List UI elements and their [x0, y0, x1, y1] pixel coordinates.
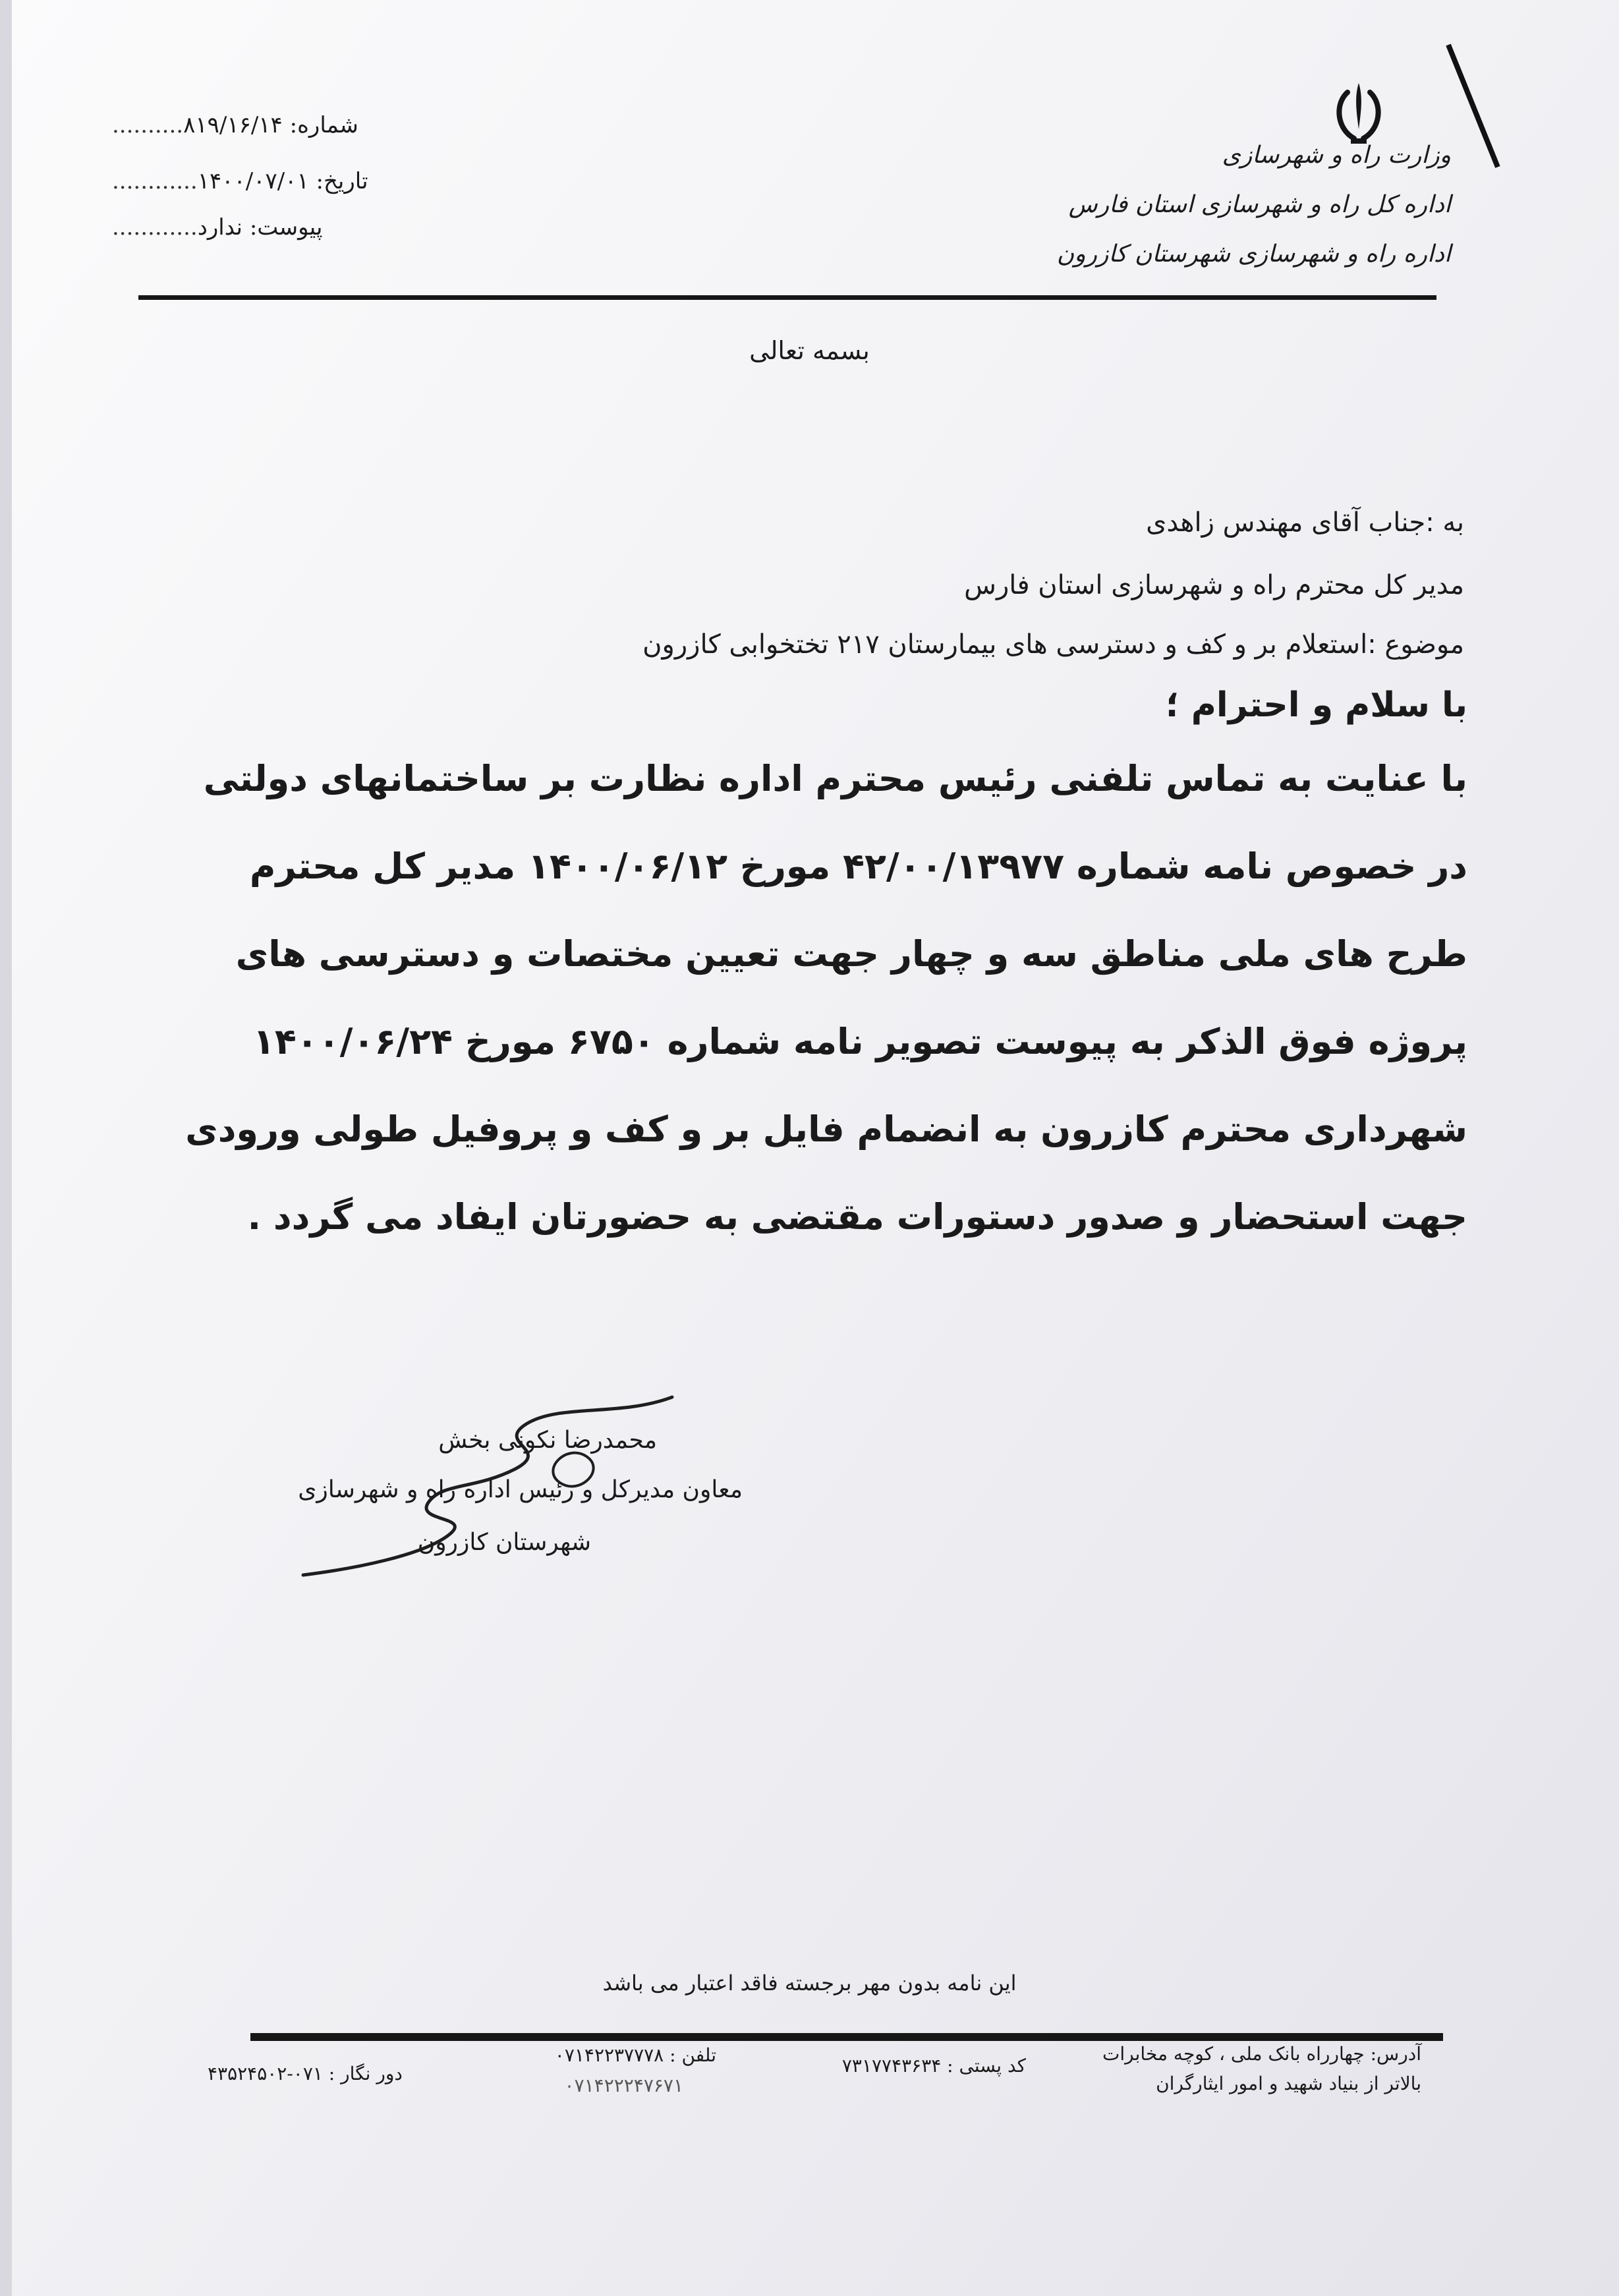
recipient-line: به :جناب آقای مهندس زاهدی [1146, 507, 1464, 538]
basmala: بسمه تعالی [749, 336, 870, 365]
body-line: با عنایت به تماس تلفنی رئیس محترم اداره نظارت بر ساختمانهای دولتی [203, 758, 1467, 799]
recipient-role: مدیر کل محترم راه و شهرسازی استان فارس [964, 570, 1464, 600]
iran-emblem-icon [1322, 78, 1395, 150]
greeting: با سلام و احترام ؛ [1165, 685, 1467, 725]
validity-note: این نامه بدون مهر برجسته فاقد اعتبار می باشد [602, 1970, 1017, 1995]
signatory-title: معاون مدیرکل و رئیس اداره راه و شهرسازی [298, 1476, 743, 1503]
general-office-name: اداره کل راه و شهرسازی استان فارس [1068, 191, 1451, 218]
body-line: پروژه فوق الذکر به پیوست تصویر نامه شماره ۶۷۵۰ مورخ ۱۴۰۰/۰۶/۲۴ [252, 1021, 1467, 1062]
footer-phone-2: ۰۷۱۴۲۲۲۴۷۶۷۱ [564, 2075, 683, 2096]
letter-date-row: ............تاریخ: ۱۴۰۰/۰۷/۰۱ [112, 168, 368, 194]
footer-phone: تلفن : ۰۷۱۴۲۲۳۷۷۷۸ [554, 2044, 716, 2066]
footer-fax: دور نگار : ۰۷۱-۴۳۵۲۴۵۰۲ [208, 2063, 403, 2084]
footer-address-line-2: بالاتر از بنیاد شهید و امور ایثارگران [1156, 2073, 1421, 2094]
body-line: شهرداری محترم کازرون به انضمام فایل بر و کف و پروفیل طولی ورودی [185, 1108, 1467, 1150]
letter-date: تاریخ: ۱۴۰۰/۰۷/۰۱ [197, 168, 368, 194]
signatory-city: شهرستان کازرون [417, 1529, 591, 1556]
letter-attachment: پیوست: ندارد [197, 214, 323, 241]
body-line: در خصوص نامه شماره ۴۲/۰۰/۱۳۹۷۷ مورخ ۱۴۰۰/۰۶/۱۲ مدیر کل محترم [249, 846, 1467, 887]
letter-attachment-row: ............پیوست: ندارد [112, 214, 323, 241]
footer-postal-code: کد پستی : ۷۳۱۷۷۴۳۶۳۴ [841, 2055, 1026, 2077]
body-line: جهت استحضار و صدور دستورات مقتضی به حضورتان ایفاد می گردد . [247, 1196, 1467, 1238]
body-line: طرح های ملی مناطق سه و چهار جهت تعیین مختصات و دسترسی های [235, 933, 1467, 975]
signatory-name: محمدرضا نکونی بخش [438, 1427, 657, 1454]
local-office-name: اداره راه و شهرسازی شهرستان کازرون [1056, 241, 1451, 268]
letter-number-row: ..........شماره: ۸۱۹/۱۶/۱۴ [112, 112, 358, 138]
header-divider [138, 295, 1436, 300]
letter-number: شماره: ۸۱۹/۱۶/۱۴ [183, 112, 358, 138]
footer-address-line-1: آدرس: چهارراه بانک ملی ، کوچه مخابرات [1102, 2043, 1421, 2065]
subject-line: موضوع :استعلام بر و کف و دسترسی های بیمارستان ۲۱۷ تختخوابی کازرون [642, 629, 1464, 660]
ministry-name: وزارت راه و شهرسازی [1222, 142, 1451, 169]
footer-divider [250, 2033, 1443, 2041]
